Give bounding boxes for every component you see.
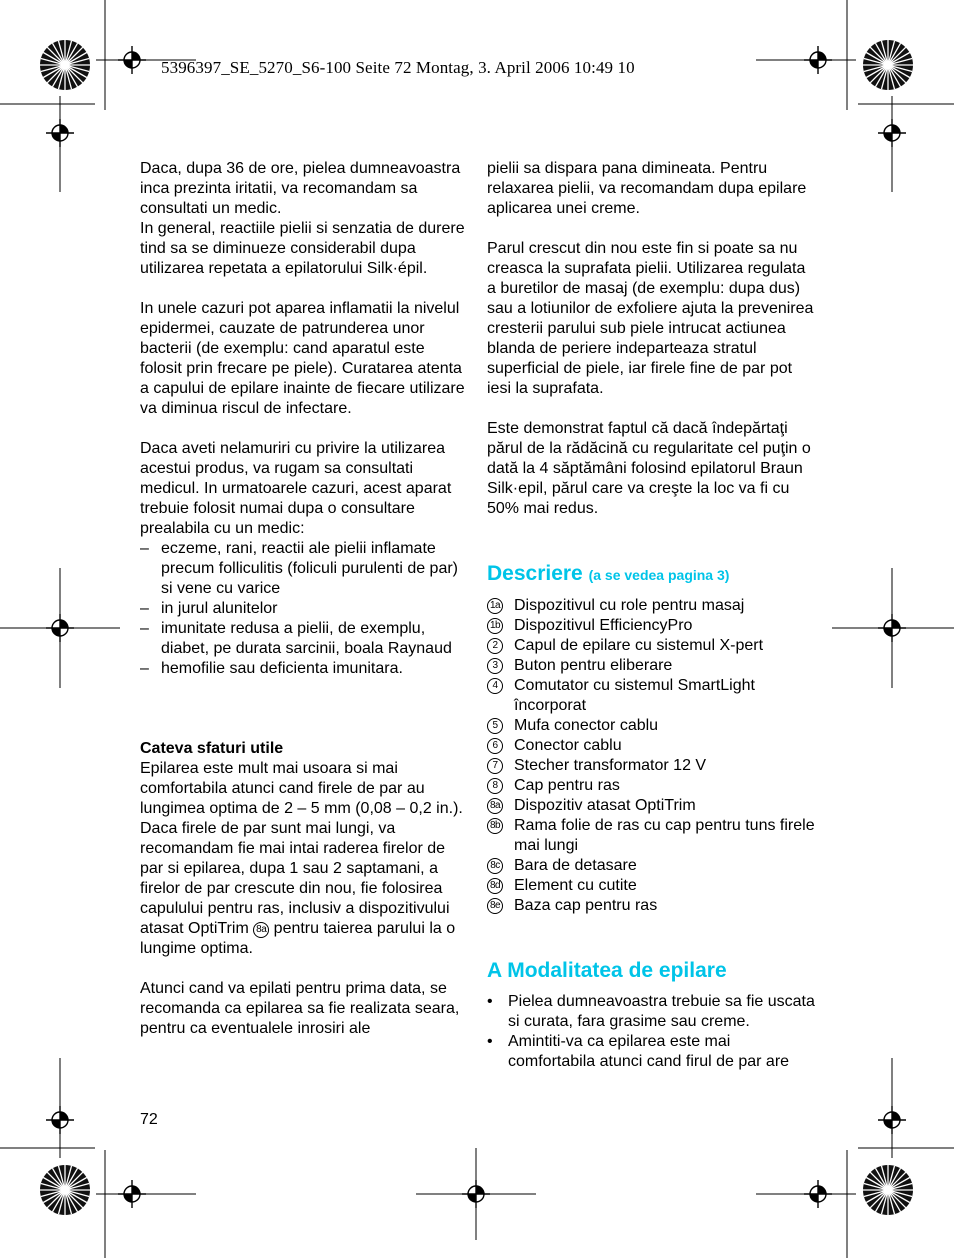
part-label: Mufa conector cablu [514, 717, 659, 734]
list-item: – imunitate redusa a pielii, de exemplu, diabet, pe durata sarcinii, boala Raynaud [140, 619, 470, 659]
paragraph: pielii sa dispara pana dimineata. Pentru relaxarea pielii, va recomandam dupa epilare aplicarea unei creme. [487, 160, 807, 217]
paragraph: Este demonstrat faptul că dacă îndepărtaţi părul de la rădăcină cu regularitate cel puţin o dată la 4 săptămâni folosind epilatorul Braun Silk·epil, părul care va creşte la loc va fi cu 50% mai redus. [487, 420, 811, 517]
part-item [487, 856, 817, 876]
part-number-badge: 8a [487, 798, 503, 814]
section-title-descriere [487, 561, 817, 588]
paragraph: Atunci cand va epilati pentru prima data, se recomanda ca epilarea sa fie realizata seara, pentru ca eventualele inrosiri ale [140, 980, 460, 1037]
part-label: Element cu cutite [514, 877, 637, 894]
part-label: Capul de epilare cu sistemul X-pert [514, 637, 764, 654]
section-title-text: Descriere [487, 562, 583, 585]
part-number-badge: 6 [487, 738, 503, 754]
part-number-badge: 8e [487, 898, 503, 914]
part-number-badge: 8 [487, 778, 503, 794]
paragraph: Daca, dupa 36 de ore, pielea dumneavoastra inca prezinta iritatii, va recomandam sa consultati un medic. [140, 160, 461, 217]
contraindications-list [140, 539, 470, 679]
paragraph: Daca aveti nelamuriri cu privire la utilizarea acestui produs, va rugam sa consultati medicul. In urmatoarele cazuri, acest aparat trebuie folosit numai dupa o consultare prealabila cu un medic: [140, 440, 452, 537]
part-label: Comutator cu sistemul SmartLight încorporat [514, 677, 755, 714]
part-item [487, 596, 817, 616]
part-label: Bara de detasare [514, 857, 637, 874]
part-number-badge: 8c [487, 858, 503, 874]
list-item: • Pielea dumneavoastra trebuie sa fie uscata si curata, fara grasime sau creme. [487, 992, 817, 1032]
part-item [487, 656, 817, 676]
list-item: • Amintiti-va ca epilarea este mai comfortabila atunci cand firul de par are [487, 1032, 817, 1072]
part-label: Conector cablu [514, 737, 622, 754]
part-number-badge: 2 [487, 638, 503, 654]
part-number-badge: 1a [487, 598, 503, 614]
parts-list [487, 596, 817, 916]
part-label: Rama folie de ras cu cap pentru tuns firele mai lungi [514, 817, 815, 854]
part-item [487, 676, 817, 716]
tips-heading: Cateva sfaturi utile [140, 740, 284, 757]
page-number: 72 [140, 1111, 158, 1128]
list-item: – eczeme, rani, reactii ale pielii inflamate precum folliculitis (foliculi purulenti de par) si vene cu varice [140, 539, 470, 599]
part-item [487, 616, 817, 636]
tips-text: Epilarea este mult mai usoara si mai comfortabila atunci cand firele de par au lungimea optima de 2 – 5 mm (0,08 – 0,2 in.). Daca firele de par sunt mai lungi, va recomandam fie mai intai raderea firelor de par si epilarea, dupa 1 sau 2 saptamani, a firelor de par crescute din nou, fie folosirea capulului pentru ras, inclusiv a dispozitivului atasat OptiTrim [140, 760, 463, 937]
part-label: Dispozitiv atasat OptiTrim [514, 797, 696, 814]
section-subtitle: (a se vedea pagina 3) [588, 567, 730, 583]
part-item [487, 776, 817, 796]
left-column [140, 159, 470, 1039]
part-item [487, 736, 817, 756]
part-number-badge: 8a [253, 922, 269, 938]
part-item [487, 816, 817, 856]
part-label: Cap pentru ras [514, 777, 620, 794]
part-label: Dispozitivul cu role pentru masaj [514, 597, 745, 614]
part-number-badge: 4 [487, 678, 503, 694]
section-title-modalitatea: A Modalitatea de epilare [487, 959, 727, 982]
print-slug-header: 5396397_SE_5270_S6-100 Seite 72 Montag, 3. April 2006 10:49 10 [161, 58, 635, 77]
part-number-badge: 8b [487, 818, 503, 834]
instructions-list [487, 992, 817, 1072]
paragraph: In unele cazuri pot aparea inflamatii la nivelul epidermei, cauzate de patrunderea unor bacterii (de exemplu: cand aparatul este folosit prin frecare pe piele). Curatarea atenta a capului de epilare inainte de fiecare utilizare va diminua riscul de infectare. [140, 300, 465, 417]
list-item: – in jurul alunitelor [140, 599, 470, 619]
paragraph: Parul crescut din nou este fin si poate sa nu creasca la suprafata pielii. Utilizarea regulata a buretilor de masaj (de exemplu: dupa dus) sau a lotiunilor de exfoliere ajuta la prevenirea cresterii parului sub piele intrucat actiunea blanda de periere indeparteaza stratul superficial de piele, iar firele fine de par pot iesi la suprafata. [487, 240, 814, 397]
list-item: – hemofilie sau deficienta imunitara. [140, 659, 470, 679]
part-number-badge: 1b [487, 618, 503, 634]
part-label: Dispozitivul EfficiencyPro [514, 617, 693, 634]
tips-tail: pentru taierea parului la o lungime optima. [140, 920, 456, 957]
part-item [487, 896, 817, 916]
part-item [487, 876, 817, 896]
part-item [487, 636, 817, 656]
tips-paragraph [140, 759, 470, 959]
part-number-badge: 8d [487, 878, 503, 894]
part-number-badge: 7 [487, 758, 503, 774]
part-item [487, 756, 817, 776]
part-number-badge: 5 [487, 718, 503, 734]
part-item [487, 716, 817, 736]
right-column [487, 159, 817, 1072]
part-item [487, 796, 817, 816]
part-label: Baza cap pentru ras [514, 897, 658, 914]
part-label: Buton pentru eliberare [514, 657, 673, 674]
part-label: Stecher transformator 12 V [514, 757, 707, 774]
paragraph: In general, reactiile pielii si senzatia de durere tind sa se diminueze considerabil dupa utilizarea repetata a epilatorului Silk·épil. [140, 220, 465, 277]
part-number-badge: 3 [487, 658, 503, 674]
